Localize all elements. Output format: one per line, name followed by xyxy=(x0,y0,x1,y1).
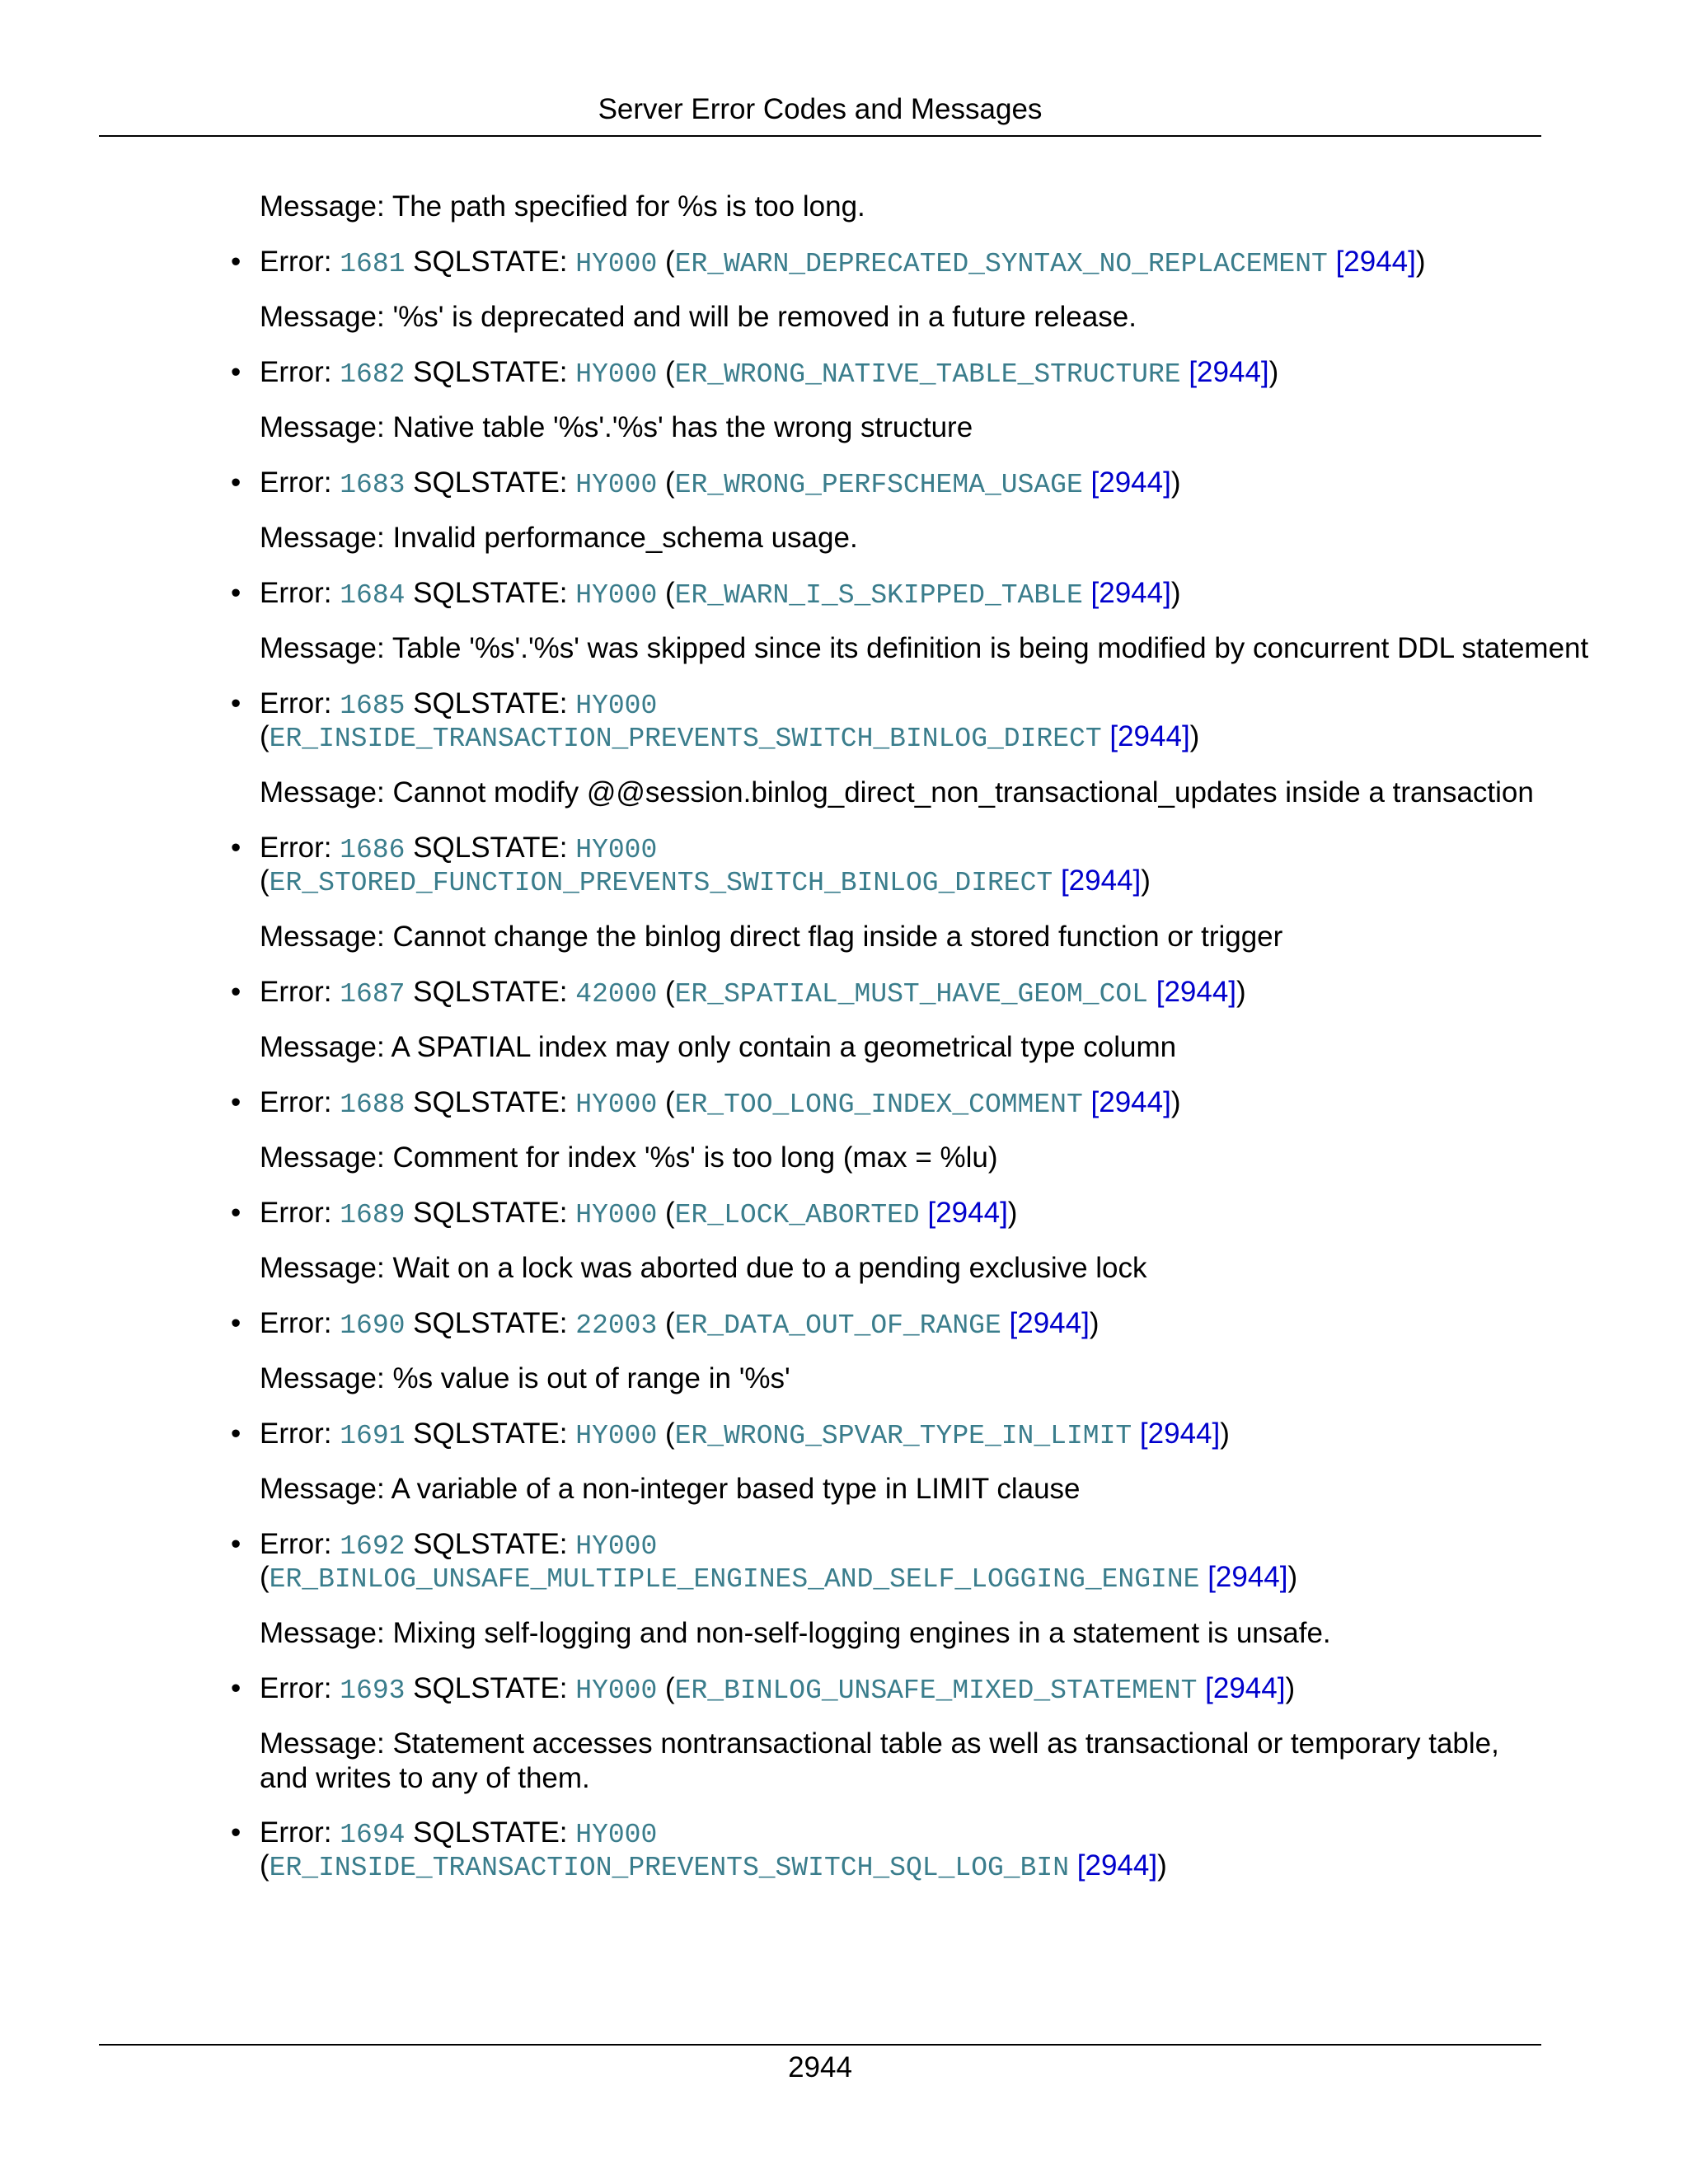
sqlstate-value: 22003 xyxy=(575,1310,658,1341)
error-symbol-link[interactable]: ER_BINLOG_UNSAFE_MULTIPLE_ENGINES_AND_SELF_LOGGING_ENGINE xyxy=(269,1564,1200,1595)
page-ref-link[interactable]: [2944] xyxy=(1189,356,1269,388)
page-ref-link[interactable]: [2944] xyxy=(1009,1307,1090,1339)
message-text: Message: The path specified for %s is too long. xyxy=(260,190,865,223)
sqlstate-value: HY000 xyxy=(575,249,658,279)
error-label: Error: xyxy=(260,1418,340,1450)
message-text: Message: A variable of a non-integer based type in LIMIT clause xyxy=(260,1473,1081,1505)
error-code: 1689 xyxy=(340,1200,406,1230)
bullet: • xyxy=(231,246,241,278)
page-ref-link[interactable]: [2944] xyxy=(1090,1086,1171,1118)
page-ref-link[interactable]: [2944] xyxy=(1156,976,1237,1008)
error-code: 1684 xyxy=(340,580,406,611)
sqlstate-value: HY000 xyxy=(575,580,658,611)
bullet: • xyxy=(231,356,241,388)
page-ref-link[interactable]: [2944] xyxy=(1090,577,1171,609)
sqlstate-value: HY000 xyxy=(575,1200,658,1230)
bullet: • xyxy=(231,687,241,719)
error-code: 1691 xyxy=(340,1421,406,1451)
error-code: 1690 xyxy=(340,1310,406,1341)
sqlstate-label: SQLSTATE: xyxy=(405,1672,576,1704)
sqlstate-value: HY000 xyxy=(575,1421,658,1451)
error-symbol-link[interactable]: ER_DATA_OUT_OF_RANGE xyxy=(674,1310,1001,1341)
error-symbol-link[interactable]: ER_INSIDE_TRANSACTION_PREVENTS_SWITCH_SQL_LOG_BIN xyxy=(269,1853,1070,1883)
page-ref-link[interactable]: [2944] xyxy=(927,1197,1008,1229)
bullet: • xyxy=(231,577,241,609)
error-symbol-link[interactable]: ER_INSIDE_TRANSACTION_PREVENTS_SWITCH_BINLOG_DIRECT xyxy=(269,724,1102,754)
bullet: • xyxy=(231,1197,241,1229)
error-code: 1693 xyxy=(340,1675,406,1706)
bullet: • xyxy=(231,1816,241,1849)
error-code: 1687 xyxy=(340,979,406,1010)
sqlstate-value: HY000 xyxy=(575,359,658,390)
bullet: • xyxy=(231,466,241,499)
sqlstate-value: HY000 xyxy=(575,470,658,500)
bullet: • xyxy=(231,1307,241,1339)
error-code: 1694 xyxy=(340,1820,406,1850)
message-text: Message: A SPATIAL index may only contain a geometrical type column xyxy=(260,1031,1177,1063)
error-label: Error: xyxy=(260,466,340,499)
error-label: Error: xyxy=(260,356,340,388)
error-label: Error: xyxy=(260,687,340,719)
error-label: Error: xyxy=(260,832,340,864)
page-ref-link[interactable]: [2944] xyxy=(1076,1849,1158,1882)
sqlstate-label: SQLSTATE: xyxy=(405,1307,576,1339)
error-label: Error: xyxy=(260,1197,340,1229)
error-label: Error: xyxy=(260,246,340,278)
page-ref-link[interactable]: [2944] xyxy=(1207,1561,1288,1593)
bullet: • xyxy=(231,832,241,864)
error-label: Error: xyxy=(260,1816,340,1849)
message-text: Message: Comment for index '%s' is too long (max = %lu) xyxy=(260,1141,998,1174)
message-text: Message: Statement accesses nontransactional table as well as transactional or temporary table, and writes to any of them. xyxy=(260,1727,1499,1794)
sqlstate-label: SQLSTATE: xyxy=(405,1086,576,1118)
error-label: Error: xyxy=(260,1086,340,1118)
error-symbol-link[interactable]: ER_WRONG_SPVAR_TYPE_IN_LIMIT xyxy=(674,1421,1132,1451)
page-header-title: Server Error Codes and Messages xyxy=(598,93,1043,125)
sqlstate-label: SQLSTATE: xyxy=(405,577,576,609)
sqlstate-label: SQLSTATE: xyxy=(405,1418,576,1450)
sqlstate-value: 42000 xyxy=(575,979,658,1010)
sqlstate-value: HY000 xyxy=(575,1675,658,1706)
error-label: Error: xyxy=(260,1307,340,1339)
sqlstate-label: SQLSTATE: xyxy=(405,687,576,719)
error-code: 1686 xyxy=(340,835,406,865)
sqlstate-value: HY000 xyxy=(575,835,658,865)
sqlstate-label: SQLSTATE: xyxy=(405,1197,576,1229)
error-symbol-link[interactable]: ER_SPATIAL_MUST_HAVE_GEOM_COL xyxy=(674,979,1148,1010)
error-symbol-link[interactable]: ER_LOCK_ABORTED xyxy=(674,1200,920,1230)
page-ref-link[interactable]: [2944] xyxy=(1205,1672,1286,1704)
sqlstate-value: HY000 xyxy=(575,691,658,721)
error-label: Error: xyxy=(260,577,340,609)
sqlstate-label: SQLSTATE: xyxy=(405,1528,576,1560)
page-ref-link[interactable]: [2944] xyxy=(1060,865,1142,897)
error-symbol-link[interactable]: ER_TOO_LONG_INDEX_COMMENT xyxy=(674,1090,1083,1120)
sqlstate-label: SQLSTATE: xyxy=(405,356,576,388)
error-symbol-link[interactable]: ER_STORED_FUNCTION_PREVENTS_SWITCH_BINLOG_DIRECT xyxy=(269,868,1053,898)
error-code: 1681 xyxy=(340,249,406,279)
error-code: 1688 xyxy=(340,1090,406,1120)
error-label: Error: xyxy=(260,976,340,1008)
error-symbol-link[interactable]: ER_BINLOG_UNSAFE_MIXED_STATEMENT xyxy=(674,1675,1198,1706)
message-text: Message: Cannot change the binlog direct flag inside a stored function or trigger xyxy=(260,921,1283,953)
error-code: 1683 xyxy=(340,470,406,500)
message-text: Message: Wait on a lock was aborted due to a pending exclusive lock xyxy=(260,1252,1147,1284)
footer-rule xyxy=(99,2044,1541,2046)
page-header xyxy=(99,92,1541,137)
message-text: Message: Invalid performance_schema usage. xyxy=(260,522,858,554)
sqlstate-value: HY000 xyxy=(575,1531,658,1562)
error-label: Error: xyxy=(260,1528,340,1560)
bullet: • xyxy=(231,1528,241,1560)
error-symbol-link[interactable]: ER_WRONG_PERFSCHEMA_USAGE xyxy=(674,470,1083,500)
sqlstate-label: SQLSTATE: xyxy=(405,976,576,1008)
page-ref-link[interactable]: [2944] xyxy=(1090,466,1171,499)
error-symbol-link[interactable]: ER_WARN_I_S_SKIPPED_TABLE xyxy=(674,580,1083,611)
error-code: 1692 xyxy=(340,1531,406,1562)
sqlstate-label: SQLSTATE: xyxy=(405,246,576,278)
bullet: • xyxy=(231,1672,241,1704)
page-ref-link[interactable]: [2944] xyxy=(1335,246,1416,278)
message-text: Message: Native table '%s'.'%s' has the wrong structure xyxy=(260,411,973,443)
message-text: Message: Table '%s'.'%s' was skipped since its definition is being modified by concurrent DDL statement xyxy=(260,632,1589,664)
page-ref-link[interactable]: [2944] xyxy=(1139,1418,1221,1450)
message-text: Message: %s value is out of range in '%s' xyxy=(260,1362,790,1394)
sqlstate-value: HY000 xyxy=(575,1090,658,1120)
error-label: Error: xyxy=(260,1672,340,1704)
sqlstate-value: HY000 xyxy=(575,1820,658,1850)
error-code: 1682 xyxy=(340,359,406,390)
error-code: 1685 xyxy=(340,691,406,721)
message-text: Message: Cannot modify @@session.binlog_direct_non_transactional_updates inside a transaction xyxy=(260,776,1534,808)
error-symbol-link[interactable]: ER_WRONG_NATIVE_TABLE_STRUCTURE xyxy=(674,359,1181,390)
sqlstate-label: SQLSTATE: xyxy=(405,1816,576,1849)
bullet: • xyxy=(231,1418,241,1450)
page-number: 2944 xyxy=(788,2051,852,2083)
message-text: Message: '%s' is deprecated and will be removed in a future release. xyxy=(260,301,1137,333)
error-symbol-link[interactable]: ER_WARN_DEPRECATED_SYNTAX_NO_REPLACEMENT xyxy=(674,249,1328,279)
page-ref-link[interactable]: [2944] xyxy=(1109,720,1190,752)
bullet: • xyxy=(231,1086,241,1118)
sqlstate-label: SQLSTATE: xyxy=(405,832,576,864)
sqlstate-label: SQLSTATE: xyxy=(405,466,576,499)
bullet: • xyxy=(231,976,241,1008)
message-text: Message: Mixing self-logging and non-self-logging engines in a statement is unsafe. xyxy=(260,1617,1331,1649)
